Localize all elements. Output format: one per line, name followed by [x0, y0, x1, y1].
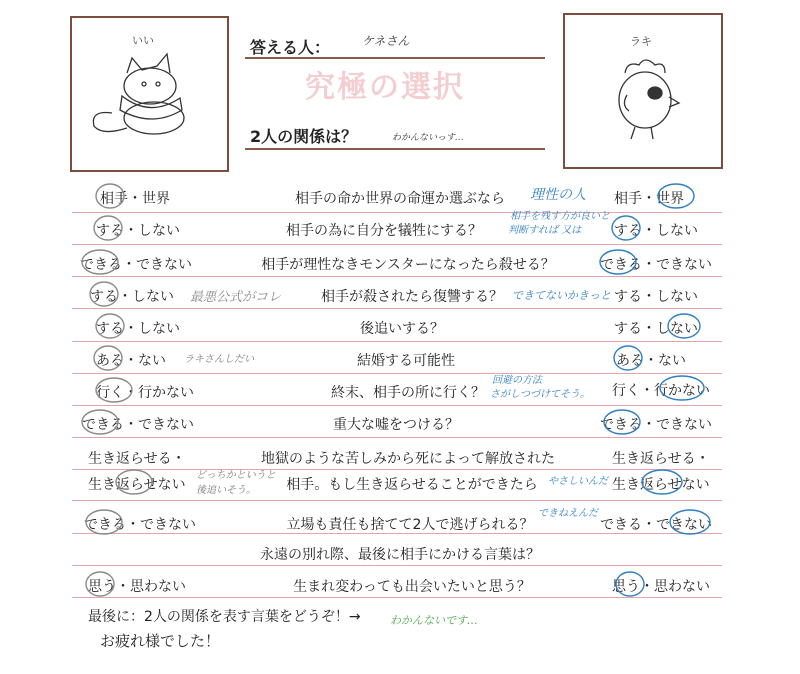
- row-right-choice: 相手・世界: [614, 191, 684, 207]
- row-right-choice: 行く・行かない: [612, 383, 710, 399]
- rule: [72, 244, 722, 245]
- row-right-choice: する・しない: [614, 321, 698, 337]
- relation-label: 2人の関係は？: [250, 127, 358, 146]
- fox-character-illustration: [72, 18, 227, 170]
- row-question: 相手の為に自分を犠牲にする？: [286, 223, 482, 239]
- answerer-label: 答える人：: [250, 38, 331, 57]
- row-question: 相手の命か世界の命運か選ぶなら: [295, 191, 505, 207]
- rule: [72, 597, 722, 598]
- left-character-name: いい: [132, 34, 154, 47]
- rule: [72, 308, 722, 309]
- note-row9-right: できねえんだ: [538, 508, 598, 519]
- note-row4-right: できてないかきっと: [512, 289, 611, 302]
- final-prompt: 最後に：2人の関係を表す言葉をどうぞ！→: [88, 609, 361, 625]
- final-answer: わかんないです…: [390, 614, 478, 627]
- note-hell-left-2: 後追いそう。: [196, 485, 256, 496]
- answerer-underline: [245, 57, 545, 59]
- page-title: 究極の選択: [305, 70, 465, 105]
- row-left-choice: する・しない: [90, 289, 174, 305]
- note-row2-right-2: 判断すれば 又は: [508, 225, 582, 236]
- row-left-choice: できる・できない: [80, 257, 192, 273]
- note-row7-right-1: 回避の方法: [492, 375, 542, 386]
- note-row2-right-1: 相手を残す方が良いと: [510, 211, 610, 222]
- row-right-choice: できる・できない: [600, 517, 712, 533]
- row-question: 重大な嘘をつける？: [333, 417, 459, 433]
- rule: [72, 469, 722, 470]
- rule: [72, 276, 722, 277]
- note-row7-right-2: さがしつづけてそう。: [490, 389, 590, 400]
- relation-underline: [245, 148, 545, 150]
- rule: [72, 373, 722, 374]
- rule: [72, 341, 722, 342]
- row-left-choice: できる・できない: [84, 517, 196, 533]
- row-left-choice: 思う・思わない: [88, 579, 186, 595]
- row-question: 生まれ変わっても出会いたいと思う？: [293, 579, 531, 595]
- note-row4-left: 最悪公式がコレ: [190, 290, 282, 305]
- row-question: 相手が殺されたら復讐する？: [321, 289, 503, 305]
- rule: [72, 565, 722, 566]
- rule: [72, 500, 722, 501]
- rule: [72, 212, 722, 213]
- hell-question-1: 地獄のような苦しみから死によって解放された: [261, 451, 555, 467]
- hell-left-choice-2: 生き返らせない: [88, 477, 186, 493]
- rule: [72, 437, 722, 438]
- row-right-choice: できる・できない: [600, 257, 712, 273]
- row-right-choice: ある・ない: [616, 353, 686, 369]
- row-right-choice: する・しない: [614, 289, 698, 305]
- left-portrait-frame: [70, 16, 229, 172]
- row-left-choice: する・しない: [96, 223, 180, 239]
- note-hell-left-1: どっちかというと: [196, 470, 276, 481]
- hell-question-2: 相手。もし生き返らせることができたら: [286, 477, 538, 493]
- note-row1-right: 理性の人: [530, 187, 586, 203]
- row-left-choice: できる・できない: [82, 417, 194, 433]
- note-hell-right: やさしいんだ: [548, 476, 608, 487]
- row-right-choice: できる・できない: [600, 417, 712, 433]
- answerer-value: ケネさん: [362, 34, 410, 48]
- row-question: 結婚する可能性: [357, 353, 455, 369]
- bird-character-illustration: [565, 15, 721, 167]
- row-left-choice: 行く・行かない: [96, 385, 194, 401]
- relation-value: わかんないっす…: [392, 133, 465, 143]
- right-portrait-frame: [563, 13, 723, 169]
- closing-message: お疲れ様でした！: [100, 632, 221, 650]
- row-left-choice: 相手・世界: [100, 191, 170, 207]
- hell-right-choice-1: 生き返らせる・: [612, 451, 710, 467]
- row-right-choice: 思う・思わない: [612, 579, 710, 595]
- row-right-choice: する・しない: [614, 223, 698, 239]
- right-character-name: ラキ: [630, 35, 652, 48]
- row-question: 相手が理性なきモンスターになったら殺せる？: [261, 257, 555, 273]
- hell-right-choice-2: 生き返らせない: [612, 477, 710, 493]
- row-left-choice: ある・ない: [96, 353, 166, 369]
- row-left-choice: する・しない: [96, 321, 180, 337]
- row-question: 終末、相手の所に行く？: [331, 385, 485, 401]
- row-question: 立場も責任も捨てて2人で逃げられる？: [286, 517, 534, 533]
- rule: [72, 405, 722, 406]
- row-question: 後追いする？: [360, 321, 444, 337]
- farewell-question: 永遠の別れ際、最後に相手にかける言葉は？: [260, 547, 540, 563]
- note-row6-left: ラキさんしだい: [184, 354, 254, 365]
- hell-left-choice-1: 生き返らせる・: [88, 451, 186, 467]
